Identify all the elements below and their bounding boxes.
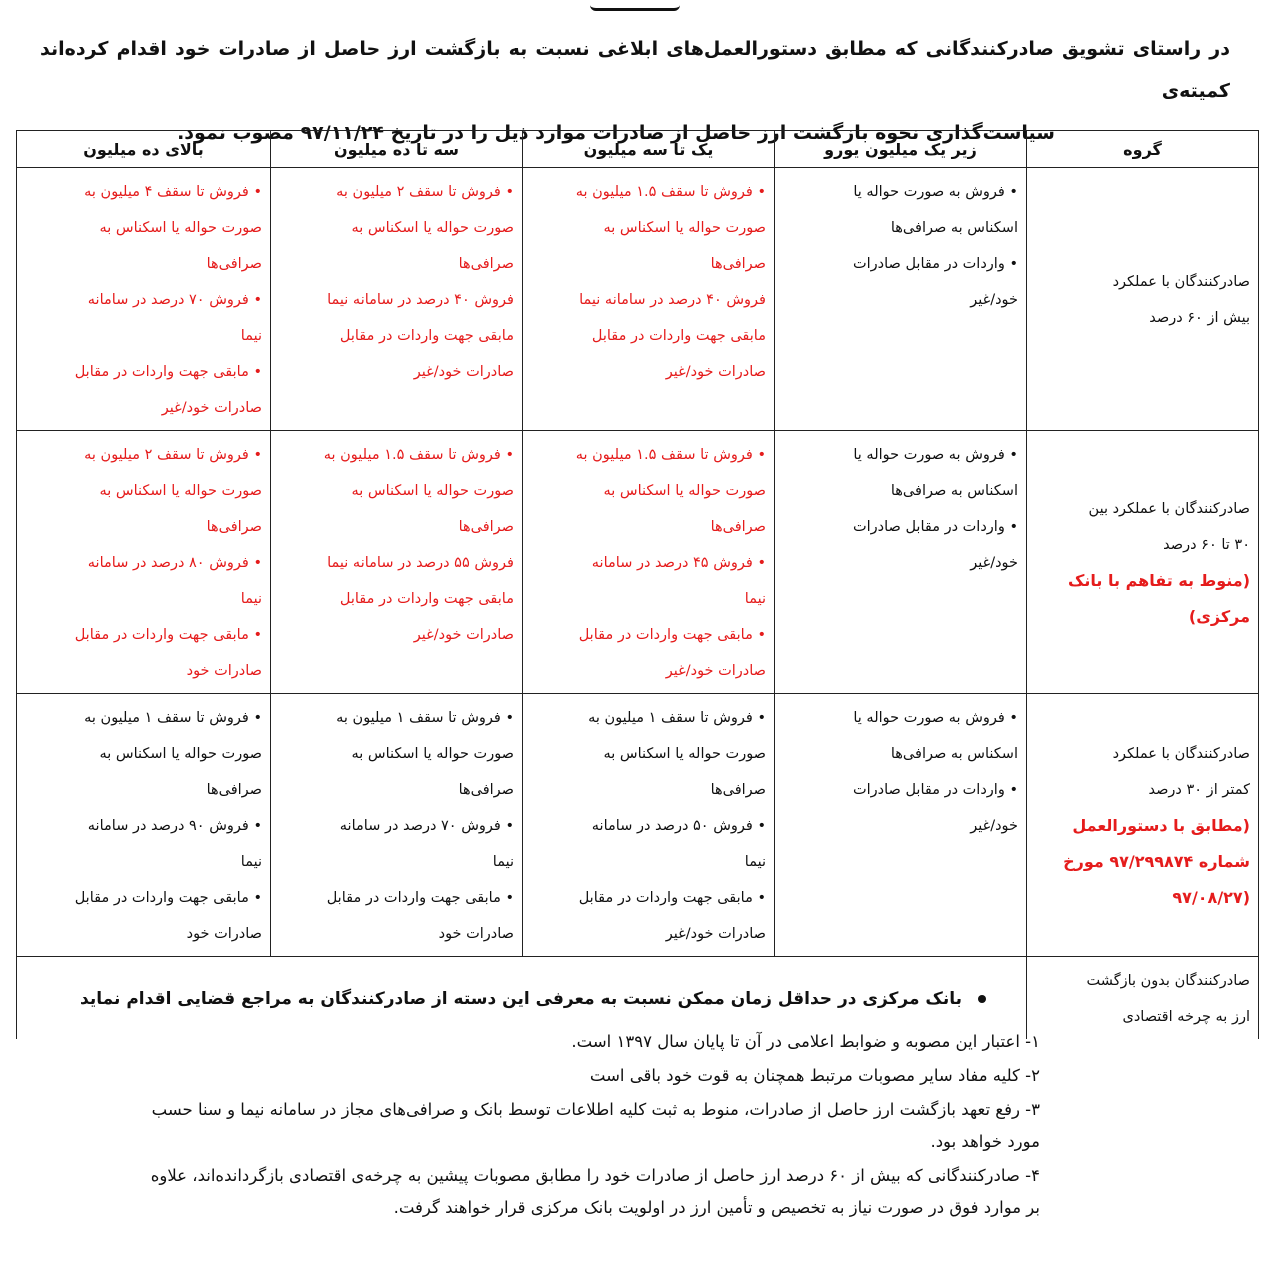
cell-line: صادرات خود/غیر xyxy=(665,663,766,679)
group-line: ۳۰ تا ۶۰ درصد xyxy=(1163,537,1250,553)
footnote-4-cont: بر موارد فوق در صورت نیاز به تخصیص و تأمین ارز در اولویت بانک مرکزی قرار خواهند گرفت. xyxy=(393,1198,1040,1217)
three-to-ten-cell xyxy=(271,168,523,431)
cell-line: نیما xyxy=(744,854,766,870)
cell-line: • فروش به صورت حواله یا xyxy=(853,184,1018,200)
judicial-referral-text: بانک مرکزی در حداقل زمان ممکن نسبت به معرفی این دسته از صادرکنندگان به مراجع قضایی اقدام نماید xyxy=(80,989,986,1009)
cell-line: صرافی‌ها xyxy=(206,519,262,535)
group-cell xyxy=(1027,431,1259,694)
cell-line: خود/غیر xyxy=(970,555,1018,571)
cell-line: • مابقی جهت واردات در مقابل xyxy=(74,364,262,380)
cell-line: • مابقی جهت واردات در مقابل xyxy=(74,890,262,906)
footnote-2: ۲- کلیه مفاد سایر مصوبات مرتبط همچنان به قوت خود باقی است xyxy=(589,1066,1040,1085)
header-three-to-ten-million: سه تا ده میلیون xyxy=(271,131,523,168)
cell-line: نیما xyxy=(240,591,262,607)
header-group: گروه xyxy=(1027,131,1259,168)
cell-line: فروش ۴۰ درصد در سامانه نیما xyxy=(579,292,766,308)
policy-table xyxy=(16,130,1259,1039)
cell-line: صرافی‌ها xyxy=(458,256,514,272)
cell-line: نیما xyxy=(492,854,514,870)
cell-line: • فروش تا سقف ۱ میلیون به xyxy=(588,710,766,726)
group-note-line: (منوط به تفاهم با بانک xyxy=(1068,571,1250,590)
cell-line: صورت حواله یا اسکناس به xyxy=(99,483,262,499)
footnote-1: ۱- اعتبار این مصوبه و ضوابط اعلامی در آن تا پایان سال ۱۳۹۷ است. xyxy=(571,1032,1040,1051)
cell-line: • فروش تا سقف ۲ میلیون به xyxy=(336,184,514,200)
group-line: بیش از ۶۰ درصد xyxy=(1149,310,1250,326)
cell-line: • مابقی جهت واردات در مقابل xyxy=(74,627,262,643)
table-row xyxy=(17,694,1259,957)
cell-line: مابقی جهت واردات در مقابل xyxy=(339,328,514,344)
cell-line: نیما xyxy=(240,328,262,344)
group-line: صادرکنندگان با عملکرد xyxy=(1112,746,1250,762)
cell-line: صورت حواله یا اسکناس به xyxy=(351,746,514,762)
cell-line: صرافی‌ها xyxy=(710,519,766,535)
cell-line: • مابقی جهت واردات در مقابل xyxy=(326,890,514,906)
cell-line: • فروش ۴۵ درصد در سامانه xyxy=(591,555,766,571)
group-line: صادرکنندگان با عملکرد xyxy=(1112,274,1250,290)
cell-line: صورت حواله یا اسکناس به xyxy=(603,220,766,236)
cell-line: صادرات خود/غیر xyxy=(665,364,766,380)
cell-line: صادرات خود/غیر xyxy=(413,364,514,380)
cell-line: صرافی‌ها xyxy=(710,782,766,798)
cell-line: نیما xyxy=(744,591,766,607)
cell-line: خود/غیر xyxy=(970,818,1018,834)
cell-line: • واردات در مقابل صادرات xyxy=(852,519,1018,535)
cell-line: صرافی‌ها xyxy=(710,256,766,272)
table-row xyxy=(17,168,1259,431)
group-cell-no-return xyxy=(1027,957,1259,1040)
cell-line: • فروش تا سقف ۱.۵ میلیون به xyxy=(575,184,766,200)
cell-line: اسکناس به صرافی‌ها xyxy=(890,483,1018,499)
three-to-ten-cell xyxy=(271,431,523,694)
under-one-cell xyxy=(775,168,1027,431)
cell-line: صرافی‌ها xyxy=(206,782,262,798)
cell-line: صرافی‌ها xyxy=(458,782,514,798)
group-line: ارز به چرخه اقتصادی xyxy=(1122,1009,1250,1025)
under-one-cell xyxy=(775,431,1027,694)
cell-line: صورت حواله یا اسکناس به xyxy=(603,746,766,762)
footnote-4: ۴- صادرکنندگانی که بیش از ۶۰ درصد ارز حاصل از صادرات خود را مطابق مصوبات پیشین به چرخه‌ی اقتصادی بازگردانده‌اند، علاوه بر موارد فوق در صورت نیاز به تخصیص و تأمین ارز در اولویت بانک مرکزی قرار خواهند گرفت. xyxy=(80,1160,1040,1224)
cell-line: • فروش ۹۰ درصد در سامانه xyxy=(87,818,262,834)
cell-line: • فروش تا سقف ۱ میلیون به xyxy=(336,710,514,726)
cell-line: صادرات خود/غیر xyxy=(665,926,766,942)
group-note-line: (۹۷/۰۸/۲۷ xyxy=(1172,888,1250,907)
one-to-three-cell xyxy=(523,431,775,694)
cell-line: • فروش به صورت حواله یا xyxy=(853,710,1018,726)
cell-line: مابقی جهت واردات در مقابل xyxy=(591,328,766,344)
cell-line: فروش ۵۵ درصد در سامانه نیما xyxy=(327,555,514,571)
group-note-line: مرکزی) xyxy=(1188,607,1250,626)
bullet-icon xyxy=(978,995,986,1003)
cell-line: • فروش به صورت حواله یا xyxy=(853,447,1018,463)
group-line: صادرکنندگان با عملکرد بین xyxy=(1088,501,1250,517)
cell-line: صورت حواله یا اسکناس به xyxy=(99,746,262,762)
cell-line: • فروش تا سقف ۱.۵ میلیون به xyxy=(575,447,766,463)
cell-line: صورت حواله یا اسکناس به xyxy=(351,483,514,499)
header-one-to-three-million: یک تا سه میلیون xyxy=(523,131,775,168)
one-to-three-cell xyxy=(523,694,775,957)
group-note-line: شماره ۹۷/۲۹۹۸۷۴ مورخ xyxy=(1063,852,1250,871)
cell-line: صادرات خود xyxy=(438,926,514,942)
cell-line: فروش ۴۰ درصد در سامانه نیما xyxy=(327,292,514,308)
table-row xyxy=(17,431,1259,694)
cell-line: نیما xyxy=(240,854,262,870)
cell-line: اسکناس به صرافی‌ها xyxy=(890,746,1018,762)
above-ten-cell xyxy=(17,694,271,957)
cell-line: صادرات خود xyxy=(186,663,262,679)
cell-line: • واردات در مقابل صادرات xyxy=(852,256,1018,272)
cell-line: • فروش تا سقف ۱.۵ میلیون به xyxy=(323,447,514,463)
cell-line: • فروش ۷۰ درصد در سامانه xyxy=(87,292,262,308)
intro-line-1: در راستای تشویق صادرکنندگانی که مطابق دستورالعمل‌های ابلاغی نسبت به بازگشت ارز حاصل از صادرات خود اقدام کرده‌اند کمیته‌ی xyxy=(40,38,1230,102)
cell-line: • واردات در مقابل صادرات xyxy=(852,782,1018,798)
cell-line: صرافی‌ها xyxy=(206,256,262,272)
cell-line: • مابقی جهت واردات در مقابل xyxy=(578,627,766,643)
above-ten-cell xyxy=(17,168,271,431)
intro-line-2: سیاست‌گذاری نحوه بازگشت ارز حاصل از صادرات موارد ذیل را در تاریخ ۹۷/۱۱/۲۴ مصوب نمود. xyxy=(177,122,1055,144)
cell-line: • فروش تا سقف ۲ میلیون به xyxy=(84,447,262,463)
group-line: کمتر از ۳۰ درصد xyxy=(1148,782,1250,798)
group-line: صادرکنندگان بدون بازگشت xyxy=(1086,973,1250,989)
above-ten-cell xyxy=(17,431,271,694)
footnote-3: ۳- رفع تعهد بازگشت ارز حاصل از صادرات، منوط به ثبت کلیه اطلاعات توسط بانک و صرافی‌های مجاز در سامانه نیما و سنا حسب مورد خواهد بود. xyxy=(80,1094,1040,1158)
cell-line: • فروش ۸۰ درصد در سامانه xyxy=(87,555,262,571)
cell-line: صورت حواله یا اسکناس به xyxy=(351,220,514,236)
cell-line: صورت حواله یا اسکناس به xyxy=(603,483,766,499)
cell-line: صورت حواله یا اسکناس به xyxy=(99,220,262,236)
group-cell xyxy=(1027,168,1259,431)
cell-line: • فروش تا سقف ۴ میلیون به xyxy=(84,184,262,200)
cell-line: صادرات خود/غیر xyxy=(161,400,262,416)
cell-line: خود/غیر xyxy=(970,292,1018,308)
table-header-row xyxy=(17,131,1259,168)
cell-line: صادرات خود/غیر xyxy=(413,627,514,643)
cell-line: صرافی‌ها xyxy=(458,519,514,535)
footnotes xyxy=(80,1026,1040,1226)
group-note-line: (مطابق با دستورالعمل xyxy=(1072,816,1250,835)
cell-line: • فروش ۷۰ درصد در سامانه xyxy=(339,818,514,834)
cell-line: صادرات خود xyxy=(186,926,262,942)
cropped-heading-remnant xyxy=(0,0,1280,14)
cell-line: مابقی جهت واردات در مقابل xyxy=(339,591,514,607)
cell-line: • مابقی جهت واردات در مقابل xyxy=(578,890,766,906)
cell-line: • فروش ۵۰ درصد در سامانه xyxy=(591,818,766,834)
one-to-three-cell xyxy=(523,168,775,431)
header-under-one-million: زیر یک میلیون یورو xyxy=(775,131,1027,168)
cell-line: • فروش تا سقف ۱ میلیون به xyxy=(84,710,262,726)
under-one-cell xyxy=(775,694,1027,957)
footnote-3-cont: مورد خواهد بود. xyxy=(930,1132,1040,1151)
header-above-ten-million: بالای ده میلیون xyxy=(17,131,271,168)
three-to-ten-cell xyxy=(271,694,523,957)
cell-line: اسکناس به صرافی‌ها xyxy=(890,220,1018,236)
group-cell xyxy=(1027,694,1259,957)
